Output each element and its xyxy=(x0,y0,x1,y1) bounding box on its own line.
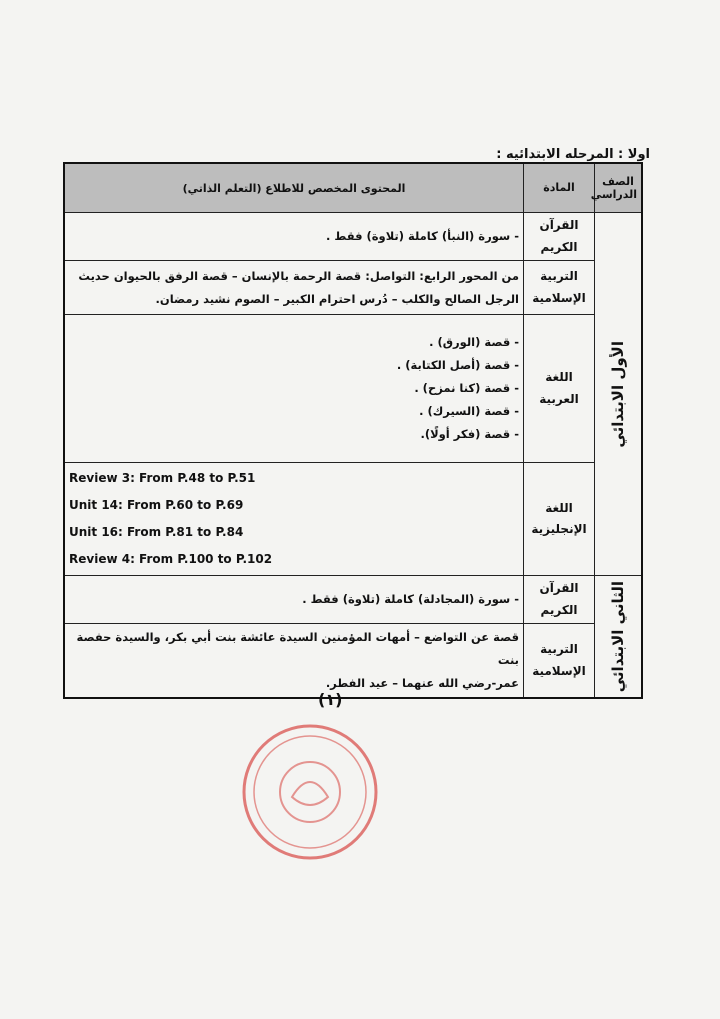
content-cell xyxy=(64,576,524,624)
curriculum-table xyxy=(63,162,643,699)
content-cell xyxy=(64,261,524,315)
content-cell xyxy=(64,315,524,463)
table-row xyxy=(64,624,642,699)
grade-cell xyxy=(595,213,643,576)
content-line: Unit 16: From P.81 to P.84 xyxy=(69,525,244,540)
subject-cell: القرآن الكريم xyxy=(524,213,595,261)
content-line: Review 3: From P.48 to P.51 xyxy=(69,471,256,486)
table-row xyxy=(64,315,642,463)
content-line: - قصة (السيرك) . xyxy=(419,404,519,419)
content-line: الرجل الصالح والكلب – دُرس احترام الكبير – الصوم نشيد رمضان. xyxy=(155,291,519,306)
subject-cell: التربية الإسلامية xyxy=(524,261,595,315)
content-line: - قصة (كنا نمزح) . xyxy=(414,381,519,396)
grade-label: الأول الابتدائي xyxy=(609,340,627,448)
official-stamp xyxy=(240,722,380,862)
header-subject: المادة xyxy=(524,163,595,213)
content-line: Review 4: From P.100 to P.102 xyxy=(69,552,273,567)
subject-cell: اللغة الإنجليزية xyxy=(524,463,595,576)
content-line: - قصة (الورق) . xyxy=(429,335,519,350)
table-header-row xyxy=(64,163,642,213)
table-row xyxy=(64,213,642,261)
section-heading: اولا : المرحله الابتدائيه : xyxy=(496,147,650,162)
subject-cell: التربية الإسلامية xyxy=(524,624,595,699)
subject-cell: القرآن الكريم xyxy=(524,576,595,624)
header-content: المحتوى المخصص للاطلاع (التعلم الذاتي) xyxy=(64,163,524,213)
subject-cell: اللغة العربية xyxy=(524,315,595,463)
header-grade: الصف الدراسي xyxy=(595,163,643,213)
content-line: - قصة (أصل الكتابة) . xyxy=(396,358,519,373)
table-row xyxy=(64,261,642,315)
content-cell xyxy=(64,213,524,261)
content-cell xyxy=(64,463,524,576)
content-line: - قصة (فكر أولًا). xyxy=(420,427,519,442)
content-line: قصة عن التواضع – أمهات المؤمنين السيدة عائشة بنت أبي بكر، والسيدة حفصة بنت xyxy=(76,630,519,668)
grade-label: الثاني الابتدائي xyxy=(609,581,627,693)
content-line: - سورة (المجادلة) كاملة (تلاوة) فقط . xyxy=(302,592,519,607)
table-row xyxy=(64,463,642,576)
content-line: من المحور الرابع: التواصل: قصة الرحمة بالإنسان – قصة الرفق بالحيوان حديث xyxy=(78,268,519,283)
table-row xyxy=(64,576,642,624)
grade-cell xyxy=(595,576,643,699)
page-number: (١) xyxy=(318,690,343,709)
content-line: Unit 14: From P.60 to P.69 xyxy=(69,498,244,513)
content-line: عمر-رضي الله عنهما – عيد الفطر. xyxy=(325,676,519,691)
content-line: - سورة (النبأ) كاملة (تلاوة) فقط . xyxy=(326,229,519,244)
content-cell xyxy=(64,624,524,699)
